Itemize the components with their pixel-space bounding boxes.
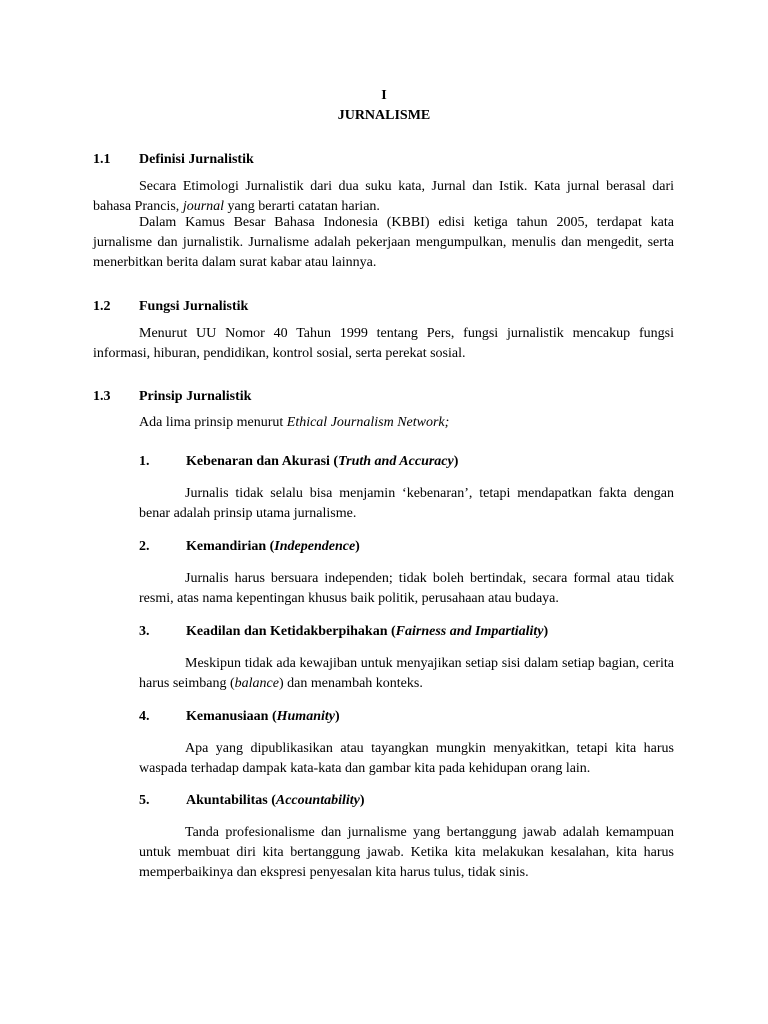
section-1-1-paragraph-2: Dalam Kamus Besar Bahasa Indonesia (KBBI) edisi ketiga tahun 2005, terdapat kata jurnalisme dan jurnalistik. Jurnalisme adalah pekerjaan mengumpulkan, menulis dan mengedit, serta menerbitkan berita dalam surat kabar atau lainnya. bbox=[93, 215, 674, 270]
text-run: ) bbox=[355, 539, 360, 554]
principle-3-title bbox=[186, 622, 548, 642]
text-run: Keadilan dan Ketidakberpihakan ( bbox=[186, 624, 396, 639]
text-run: ) bbox=[359, 793, 365, 808]
text-run: ) bbox=[543, 624, 549, 639]
italic-term: Fairness and Impartiality bbox=[395, 624, 544, 639]
section-1-2-number: 1.2 bbox=[93, 299, 111, 314]
italic-term: Truth and Accuracy bbox=[338, 454, 454, 469]
principle-2-number: 2. bbox=[139, 539, 150, 554]
principle-4-title bbox=[186, 707, 340, 727]
principle-1-title bbox=[186, 452, 458, 472]
section-1-3-title: Prinsip Jurnalistik bbox=[139, 389, 252, 404]
chapter-number: I bbox=[381, 88, 387, 103]
principle-1-number: 1. bbox=[139, 454, 150, 469]
section-1-2-paragraph: Menurut UU Nomor 40 Tahun 1999 tentang Pers, fungsi jurnalistik mencakup fungsi informasi, hiburan, pendidikan, kontrol sosial, serta perekat sosial. bbox=[93, 326, 674, 361]
text-run: ) bbox=[453, 454, 459, 469]
text-run: Kemanusiaan ( bbox=[186, 709, 277, 724]
principle-4-number: 4. bbox=[139, 709, 150, 724]
text-run: Meskipun tidak ada kewajiban untuk menyajikan setiap sisi dalam setiap bagian, cerita harus seimbang ( bbox=[139, 656, 674, 691]
section-1-3-number: 1.3 bbox=[93, 389, 111, 404]
italic-term: journal bbox=[182, 199, 225, 214]
section-1-3-intro bbox=[139, 413, 449, 433]
text-run: Ada lima prinsip menurut bbox=[139, 415, 287, 430]
text-run: yang berarti catatan harian. bbox=[224, 199, 380, 214]
text-run: Secara Etimologi Jurnalistik dari dua suku kata, Jurnal dan Istik. Kata jurnal berasal dari bahasa Prancis, bbox=[93, 179, 674, 214]
principle-2-title bbox=[186, 537, 360, 557]
chapter-title: JURNALISME bbox=[337, 108, 431, 123]
section-1-1-paragraph-1 bbox=[93, 177, 674, 217]
text-run: Akuntabilitas ( bbox=[186, 793, 276, 808]
italic-term: Ethical Journalism Network; bbox=[286, 415, 450, 430]
principle-1-text: Jurnalis tidak selalu bisa menjamin ‘kebenaran’, tetapi mendapatkan fakta dengan benar adalah prinsip utama jurnalisme. bbox=[139, 486, 674, 521]
principle-5-text: Tanda profesionalisme dan jurnalisme yang bertanggung jawab adalah kemampuan untuk membuat diri kita bertanggung jawab. Ketika kita melakukan kesalahan, kita harus memperbaikinya dan ekspresi penyesalan kita harus tulus, tidak sinis. bbox=[139, 825, 674, 880]
italic-term: Humanity bbox=[276, 709, 335, 724]
section-1-2-title: Fungsi Jurnalistik bbox=[139, 299, 249, 314]
text-run: Kemandirian ( bbox=[186, 539, 275, 554]
principle-3-text bbox=[139, 654, 674, 694]
text-run: Kebenaran dan Akurasi ( bbox=[186, 454, 339, 469]
italic-term: Independence bbox=[274, 539, 356, 554]
principle-4-text: Apa yang dipublikasikan atau tayangkan mungkin menyakitkan, tetapi kita harus waspada terhadap dampak kata-kata dan gambar kita pada kehidupan orang lain. bbox=[139, 741, 674, 776]
text-run: ) bbox=[334, 709, 340, 724]
principle-5-title bbox=[186, 791, 365, 811]
section-1-1-title: Definisi Jurnalistik bbox=[139, 152, 254, 167]
text-run: ) dan menambah konteks. bbox=[278, 676, 423, 691]
principle-5-number: 5. bbox=[139, 793, 150, 808]
italic-term: balance bbox=[234, 676, 279, 691]
section-1-1-number: 1.1 bbox=[93, 152, 111, 167]
principle-2-text: Jurnalis harus bersuara independen; tidak boleh bertindak, secara formal atau tidak resmi, atas nama kepentingan khusus baik politik, perusahaan atau budaya. bbox=[139, 571, 674, 606]
italic-term: Accountability bbox=[275, 793, 360, 808]
principle-3-number: 3. bbox=[139, 624, 150, 639]
